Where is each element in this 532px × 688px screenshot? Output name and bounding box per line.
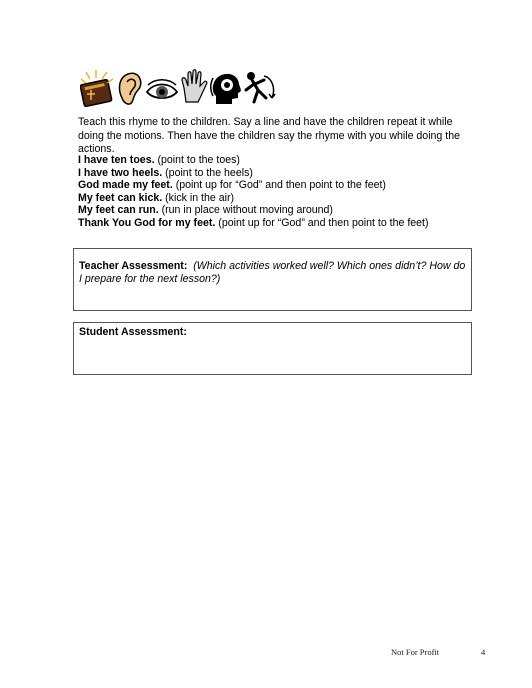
rhyme-action: (point to the heels) — [162, 166, 253, 179]
page-number: 4 — [481, 647, 486, 657]
bible-icon — [80, 68, 116, 108]
rhyme-text: My feet can run. — [78, 204, 159, 216]
rhyme-action: (point up for “God” and then point to the feet) — [172, 179, 386, 191]
head-icon — [208, 68, 244, 108]
rhyme-text: I have two heels. — [78, 166, 163, 179]
body-movement-icon — [242, 68, 278, 108]
rhyme-text: My feet can kick. — [78, 191, 163, 204]
rhyme-text: Thank You God for my feet. — [78, 216, 216, 229]
student-assessment-box[interactable] — [73, 322, 472, 375]
teacher-assessment-prompt: (Which activities worked well? Which ones didn’t? How do I prepare for the next lesson?) — [79, 260, 466, 285]
rhyme-action: (kick in the air) — [162, 191, 235, 204]
rhyme-line — [78, 179, 478, 192]
ear-icon — [112, 68, 148, 108]
rhyme-action: (point up for “God” and then point to the feet) — [215, 216, 429, 229]
rhyme-line — [78, 167, 478, 180]
eye-icon — [144, 68, 180, 108]
rhyme-lines — [78, 154, 478, 229]
footer-note: Not For Profit — [391, 647, 440, 657]
teacher-assessment-label: Teacher Assessment: — [79, 260, 188, 272]
rhyme-text: God made my feet. — [78, 179, 173, 191]
rhyme-line — [78, 217, 478, 230]
intro-instructions: Teach this rhyme to the children. Say a line and have the children repeat it while doing the motions. Then have the children say the rhyme with you while doing the actions. — [78, 116, 460, 155]
rhyme-action: (run in place without moving around) — [158, 204, 333, 216]
rhyme-line — [78, 192, 478, 205]
rhyme-action: (point to the toes) — [154, 154, 240, 166]
student-assessment-label: Student Assessment: — [79, 326, 187, 338]
teacher-assessment-box[interactable] — [73, 248, 472, 311]
rhyme-text: I have ten toes. — [78, 154, 155, 166]
rhyme-line — [78, 204, 478, 217]
hand-icon — [176, 68, 212, 108]
rhyme-line — [78, 154, 478, 167]
